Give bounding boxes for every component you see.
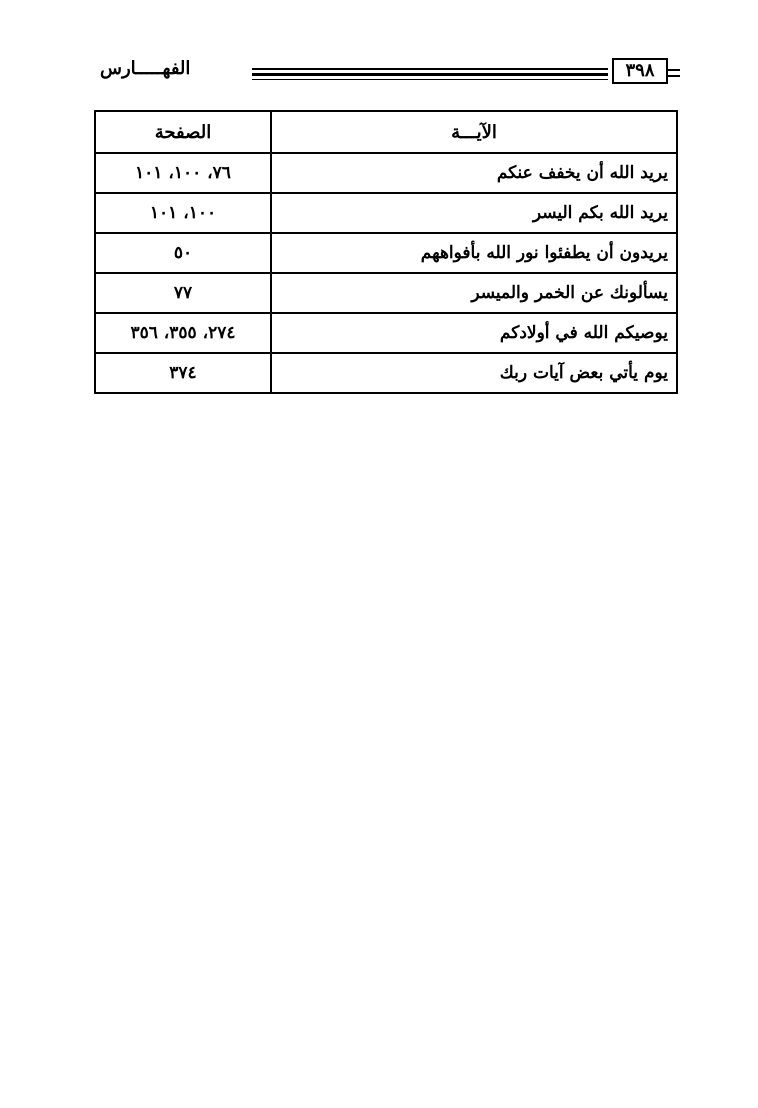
page-cell: ٣٧٤ bbox=[95, 353, 271, 393]
page-cell: ٥٠ bbox=[95, 233, 271, 273]
table-header-row bbox=[95, 111, 677, 153]
ayah-cell: يوصيكم الله في أولادكم bbox=[271, 313, 677, 353]
header-rule-hairline bbox=[252, 79, 608, 80]
running-title: الفهـــــارس bbox=[100, 58, 191, 79]
page-cell: ٢٧٤، ٣٥٥، ٣٥٦ bbox=[95, 313, 271, 353]
column-header-ayah: الآيـــة bbox=[271, 111, 677, 153]
header-rule-thin bbox=[252, 68, 608, 70]
table-row bbox=[95, 353, 677, 393]
table-row bbox=[95, 153, 677, 193]
page-number: ٣٩٨ bbox=[612, 58, 668, 84]
ayah-cell: يريدون أن يطفئوا نور الله بأفواههم bbox=[271, 233, 677, 273]
page-header bbox=[96, 54, 670, 90]
ayah-cell: يسألونك عن الخمر والميسر bbox=[271, 273, 677, 313]
ayah-cell: يريد الله أن يخفف عنكم bbox=[271, 153, 677, 193]
page-cell: ٧٦، ١٠٠، ١٠١ bbox=[95, 153, 271, 193]
page-cell: ١٠٠، ١٠١ bbox=[95, 193, 271, 233]
header-rule-thick bbox=[252, 73, 608, 76]
ayah-cell: يريد الله بكم اليسر bbox=[271, 193, 677, 233]
ayah-cell: يوم يأتي بعض آيات ربك bbox=[271, 353, 677, 393]
table-row bbox=[95, 273, 677, 313]
table-row bbox=[95, 193, 677, 233]
table-row bbox=[95, 233, 677, 273]
verses-index-table bbox=[94, 110, 678, 394]
column-header-page: الصفحة bbox=[95, 111, 271, 153]
page-cell: ٧٧ bbox=[95, 273, 271, 313]
header-rule-lines bbox=[252, 66, 608, 82]
table-row bbox=[95, 313, 677, 353]
